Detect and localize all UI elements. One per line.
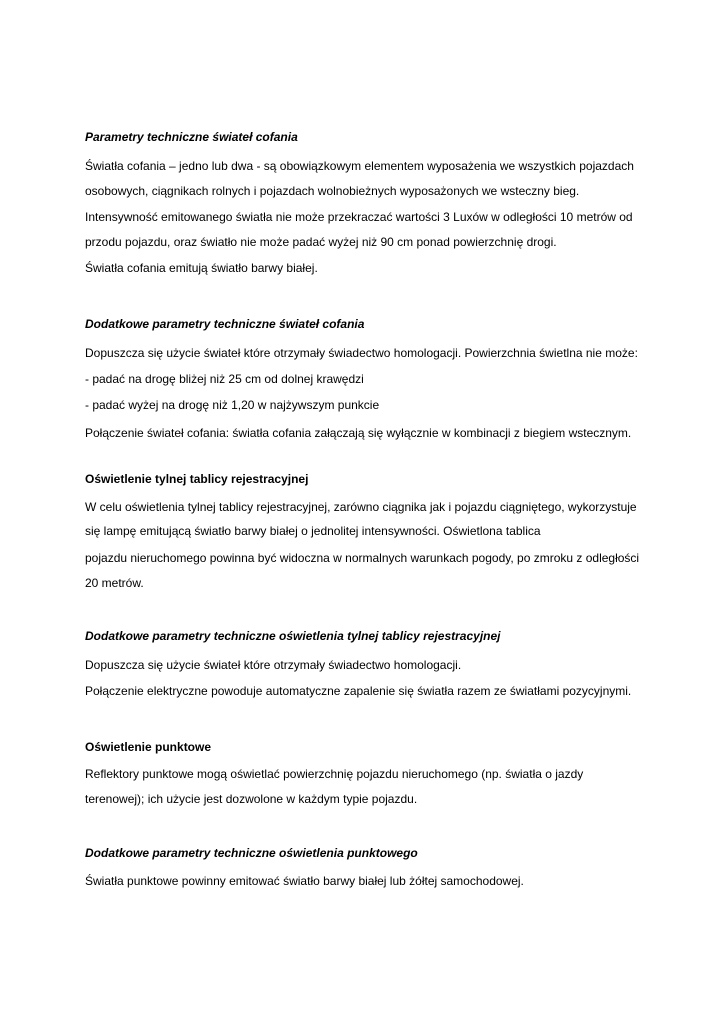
- paragraph-line: osobowych, ciągnikach rolnych i pojazdach wolnobieżnych wyposażonych we wsteczny bieg.: [85, 184, 580, 198]
- section-heading: Oświetlenie punktowe: [85, 740, 212, 754]
- paragraph-line: Dopuszcza się użycie świateł które otrzymały świadectwo homologacji.: [85, 658, 462, 672]
- paragraph-line: pojazdu nieruchomego powinna być widoczna w normalnych warunkach pogody, po zmroku z odległości: [85, 551, 640, 565]
- paragraph-line: Intensywność emitowanego światła nie może przekraczać wartości 3 Luxów w odległości 10 metrów od: [85, 210, 633, 224]
- paragraph-line: Dopuszcza się użycie świateł które otrzymały świadectwo homologacji. Powierzchnia świetlna nie może:: [85, 346, 638, 360]
- paragraph-line: terenowej); ich użycie jest dozwolone w każdym typie pojazdu.: [85, 792, 418, 806]
- section-heading: Parametry techniczne świateł cofania: [85, 130, 298, 144]
- section-heading: Dodatkowe parametry techniczne świateł cofania: [85, 317, 365, 331]
- paragraph-line: 20 metrów.: [85, 576, 144, 590]
- paragraph-line: Reflektory punktowe mogą oświetlać powierzchnię pojazdu nieruchomego (np. światła o jazdy: [85, 767, 584, 781]
- paragraph-line: - padać na drogę bliżej niż 25 cm od dolnej krawędzi: [85, 372, 364, 386]
- section-heading: Dodatkowe parametry techniczne oświetlenia punktowego: [85, 846, 418, 860]
- paragraph-line: się lampę emitującą światło barwy białej o jednolitej intensywności. Oświetlona tablica: [85, 524, 541, 538]
- section-heading: Dodatkowe parametry techniczne oświetlenia tylnej tablicy rejestracyjnej: [85, 629, 501, 643]
- paragraph-line: - padać wyżej na drogę niż 1,20 w najżywszym punkcie: [85, 398, 380, 412]
- paragraph-line: Połączenie świateł cofania: światła cofania załączają się wyłącznie w kombinacji z biegiem wstecznym.: [85, 426, 632, 440]
- paragraph-line: Połączenie elektryczne powoduje automatyczne zapalenie się światła razem ze światłami pozycyjnymi.: [85, 684, 632, 698]
- paragraph-line: Światła punktowe powinny emitować światło barwy białej lub żółtej samochodowej.: [85, 874, 524, 888]
- paragraph-line: W celu oświetlenia tylnej tablicy rejestracyjnej, zarówno ciągnika jak i pojazdu ciągniętego, wykorzystuje: [85, 500, 637, 514]
- section-heading: Oświetlenie tylnej tablicy rejestracyjnej: [85, 472, 309, 486]
- paragraph-line: Światła cofania – jedno lub dwa - są obowiązkowym elementem wyposażenia we wszystkich pojazdach: [85, 159, 634, 173]
- paragraph-line: przodu pojazdu, oraz światło nie może padać wyżej niż 90 cm ponad powierzchnię drogi.: [85, 235, 557, 249]
- paragraph-line: Światła cofania emitują światło barwy białej.: [85, 261, 318, 275]
